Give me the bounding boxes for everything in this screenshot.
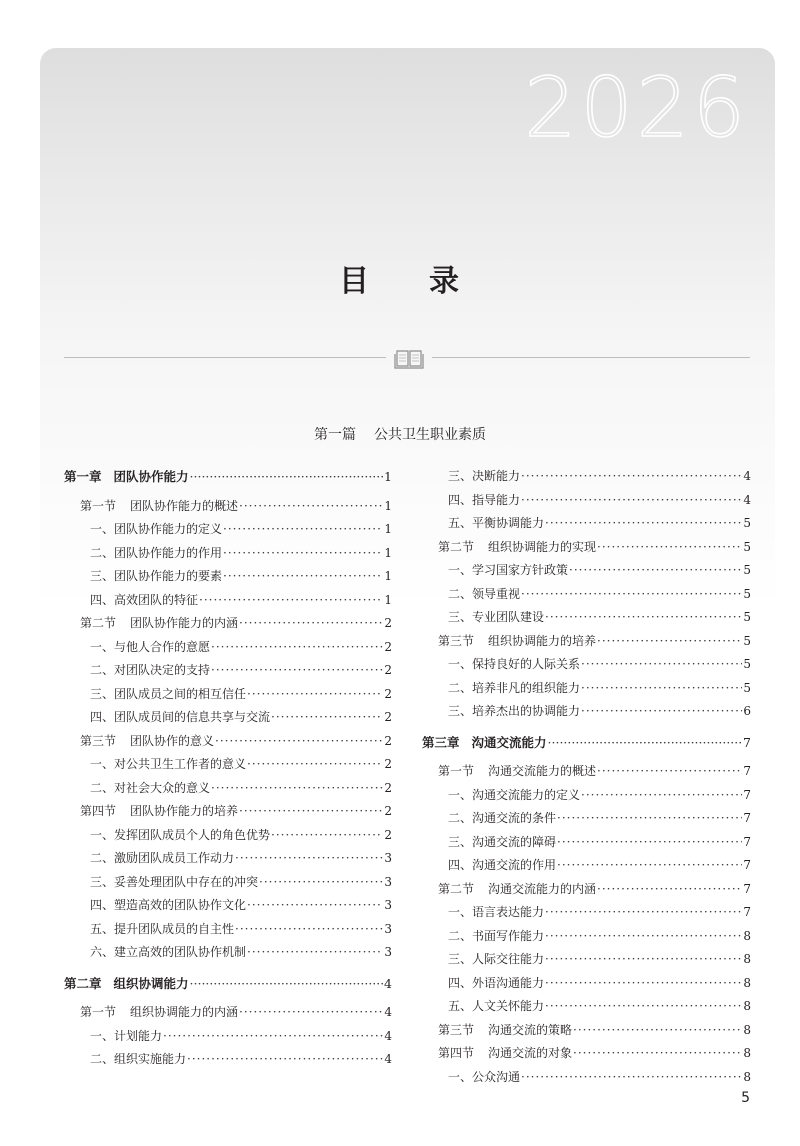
toc-leader-dots bbox=[259, 871, 383, 895]
toc-page-number: 7 bbox=[743, 787, 751, 802]
toc-entry-label: 第一节 bbox=[80, 498, 117, 513]
toc-entry-title: 一、团队协作能力的定义 bbox=[90, 522, 223, 536]
toc-entry-title: 四、指导能力 bbox=[448, 492, 521, 507]
toc-leader-dots bbox=[545, 901, 742, 925]
toc-page-number: 4 bbox=[743, 492, 751, 507]
toc-entry-title: 三、妥善处理团队中存在的冲突 bbox=[90, 874, 259, 889]
toc-leader-dots bbox=[223, 565, 383, 589]
toc-page-number: 5 bbox=[743, 516, 751, 530]
toc-item[interactable] bbox=[64, 706, 392, 730]
toc-item[interactable] bbox=[64, 753, 392, 777]
toc-item[interactable] bbox=[64, 518, 392, 542]
toc-item[interactable] bbox=[64, 1048, 392, 1072]
toc-item[interactable] bbox=[422, 854, 751, 878]
toc-entry-title: 团队协作能力的概述 bbox=[130, 498, 239, 513]
toc-page-number: 4 bbox=[384, 975, 392, 991]
toc-entry-title: 沟通交流能力的概述 bbox=[488, 764, 597, 778]
toc-item[interactable] bbox=[422, 606, 751, 630]
toc-entry-label: 第一节 bbox=[438, 764, 475, 778]
toc-page-number: 1 bbox=[384, 592, 392, 607]
toc-entry-title: 四、团队成员间的信息共享与交流 bbox=[90, 710, 271, 724]
toc-section[interactable] bbox=[422, 536, 751, 560]
toc-entry-title: 一、与他人合作的意愿 bbox=[90, 639, 211, 654]
toc-leader-dots bbox=[271, 706, 383, 730]
toc-section[interactable] bbox=[64, 495, 392, 519]
toc-leader-dots bbox=[581, 784, 742, 808]
toc-item[interactable] bbox=[64, 1025, 392, 1049]
toc-leader-dots bbox=[247, 753, 383, 777]
toc-page-number: 2 bbox=[384, 757, 392, 771]
toc-item[interactable] bbox=[422, 901, 751, 925]
toc-page-number: 3 bbox=[384, 874, 392, 889]
toc-leader-dots bbox=[239, 1001, 383, 1025]
toc-item[interactable] bbox=[422, 807, 751, 831]
toc-page-number: 8 bbox=[743, 1022, 751, 1037]
toc-entry-title: 一、沟通交流能力的定义 bbox=[448, 787, 581, 802]
toc-page-number: 7 bbox=[743, 764, 751, 778]
toc-leader-dots bbox=[223, 542, 383, 566]
toc-item[interactable] bbox=[422, 784, 751, 808]
year-label: 2026 bbox=[524, 61, 749, 156]
toc-column-right bbox=[422, 465, 751, 1089]
toc-section[interactable] bbox=[64, 1001, 392, 1025]
toc-leader-dots bbox=[211, 659, 383, 683]
toc-item[interactable] bbox=[422, 995, 751, 1019]
toc-leader-dots bbox=[581, 677, 742, 701]
toc-item[interactable] bbox=[422, 925, 751, 949]
toc-leader-dots bbox=[163, 1025, 383, 1049]
toc-page-number: 8 bbox=[743, 928, 751, 943]
toc-leader-dots bbox=[597, 536, 742, 560]
toc-page-number: 8 bbox=[743, 952, 751, 966]
toc-page-number: 5 bbox=[743, 680, 751, 695]
toc-page-number: 2 bbox=[384, 616, 392, 630]
toc-leader-dots bbox=[521, 1066, 742, 1090]
toc-item[interactable] bbox=[422, 677, 751, 701]
toc-page-number: 2 bbox=[384, 663, 392, 677]
toc-leader-dots bbox=[581, 653, 742, 677]
toc-page-number: 2 bbox=[384, 804, 392, 818]
toc-section[interactable] bbox=[64, 612, 392, 636]
toc-page-number: 2 bbox=[384, 733, 392, 748]
divider-right bbox=[432, 357, 750, 358]
toc-leader-dots bbox=[521, 465, 742, 489]
part-name: 公共卫生职业素质 bbox=[374, 427, 486, 443]
toc-leader-dots bbox=[557, 854, 742, 878]
toc-entry-title: 沟通交流能力的内涵 bbox=[488, 881, 597, 896]
toc-entry-title: 三、专业团队建设 bbox=[448, 610, 545, 624]
toc-page-number: 8 bbox=[743, 1069, 751, 1084]
title-char-2: 录 bbox=[429, 264, 461, 299]
toc-section[interactable] bbox=[422, 878, 751, 902]
toc-page-number: 4 bbox=[743, 469, 751, 483]
toc-item[interactable] bbox=[64, 894, 392, 918]
toc-entry-title: 二、书面写作能力 bbox=[448, 928, 545, 943]
toc-entry-label: 第二节 bbox=[438, 881, 475, 896]
toc-item[interactable] bbox=[64, 565, 392, 589]
toc-item[interactable] bbox=[422, 653, 751, 677]
toc-page-number: 3 bbox=[384, 898, 392, 912]
toc-entry-title: 四、外语沟通能力 bbox=[448, 975, 545, 990]
toc-entry-title: 团队协作能力的培养 bbox=[130, 804, 239, 818]
toc-entry-title: 组织协调能力的培养 bbox=[488, 633, 597, 648]
toc-entry-label: 第三节 bbox=[438, 633, 475, 648]
toc-item[interactable] bbox=[64, 777, 392, 801]
toc-entry-label: 第一章 bbox=[64, 469, 102, 484]
toc-chapter[interactable] bbox=[64, 465, 392, 489]
toc-item[interactable] bbox=[64, 871, 392, 895]
toc-section[interactable] bbox=[422, 1042, 751, 1066]
toc-leader-dots bbox=[239, 495, 383, 519]
title-char-1: 目 bbox=[339, 264, 371, 299]
toc-section[interactable] bbox=[64, 800, 392, 824]
toc-entry-title: 组织协调能力 bbox=[113, 975, 189, 991]
toc-page-number: 5 bbox=[743, 633, 751, 648]
toc-page-number: 7 bbox=[743, 734, 751, 750]
toc-entry-label: 第二章 bbox=[64, 975, 102, 991]
toc-page-number: 8 bbox=[743, 975, 751, 990]
toc-page-number: 7 bbox=[743, 905, 751, 919]
toc-item[interactable] bbox=[422, 559, 751, 583]
toc-entry-title: 二、沟通交流的条件 bbox=[448, 811, 557, 825]
toc-page-number: 5 bbox=[743, 563, 751, 577]
toc-entry-title: 一、学习国家方针政策 bbox=[448, 563, 569, 577]
toc-entry-title: 沟通交流能力 bbox=[471, 734, 547, 750]
toc-leader-dots bbox=[215, 730, 383, 754]
toc-leader-dots bbox=[573, 1042, 742, 1066]
toc-leader-dots bbox=[545, 606, 742, 630]
toc-item[interactable] bbox=[422, 1066, 751, 1090]
toc-leader-dots bbox=[190, 465, 384, 489]
toc-entry-title: 五、人文关怀能力 bbox=[448, 999, 545, 1013]
toc-page-number: 3 bbox=[384, 921, 392, 936]
toc-entry-title: 组织协调能力的实现 bbox=[488, 539, 597, 554]
toc-entry-title: 五、平衡协调能力 bbox=[448, 516, 545, 530]
toc-page-number: 2 bbox=[384, 710, 392, 724]
toc-entry-title: 沟通交流的策略 bbox=[488, 1022, 573, 1037]
toc-leader-dots bbox=[199, 589, 383, 613]
toc-leader-dots bbox=[573, 1019, 742, 1043]
toc-leader-dots bbox=[271, 824, 383, 848]
page-title bbox=[0, 256, 800, 300]
toc-entry-title: 二、组织实施能力 bbox=[90, 1052, 187, 1066]
toc-entry-label: 第三节 bbox=[438, 1022, 475, 1037]
toc-page-number: 1 bbox=[384, 498, 392, 513]
toc-page-number: 1 bbox=[384, 569, 392, 583]
toc-item[interactable] bbox=[422, 465, 751, 489]
toc-entry-title: 一、发挥团队成员个人的角色优势 bbox=[90, 827, 271, 842]
toc-leader-dots bbox=[235, 847, 383, 871]
toc-entry-title: 三、培养杰出的协调能力 bbox=[448, 704, 581, 718]
toc-entry-title: 三、团队协作能力的要素 bbox=[90, 569, 223, 583]
toc-entry-title: 四、沟通交流的作用 bbox=[448, 858, 557, 872]
toc-item[interactable] bbox=[64, 918, 392, 942]
toc-entry-title: 组织协调能力的内涵 bbox=[130, 1005, 239, 1019]
toc-entry-title: 六、建立高效的团队协作机制 bbox=[90, 945, 247, 959]
toc-section[interactable] bbox=[422, 630, 751, 654]
toc-leader-dots bbox=[211, 636, 383, 660]
toc-entry-title: 三、人际交往能力 bbox=[448, 952, 545, 966]
toc-entry-label: 第二节 bbox=[438, 539, 475, 554]
toc-leader-dots bbox=[239, 612, 383, 636]
toc-leader-dots bbox=[548, 731, 743, 755]
toc-leader-dots bbox=[521, 583, 742, 607]
toc-entry-title: 二、培养非凡的组织能力 bbox=[448, 680, 581, 695]
toc-item[interactable] bbox=[64, 589, 392, 613]
toc-entry-title: 一、语言表达能力 bbox=[448, 905, 545, 919]
toc-page-number: 1 bbox=[384, 522, 392, 536]
toc-page-number: 3 bbox=[384, 851, 392, 865]
toc-item[interactable] bbox=[422, 489, 751, 513]
toc-entry-label: 第三章 bbox=[422, 734, 460, 750]
toc-page-number: 3 bbox=[384, 945, 392, 959]
open-book-icon bbox=[393, 346, 425, 370]
toc-entry-title: 四、高效团队的特征 bbox=[90, 592, 199, 607]
toc-page-number: 5 bbox=[743, 657, 751, 671]
toc-leader-dots bbox=[581, 700, 742, 724]
toc-item[interactable] bbox=[422, 948, 751, 972]
toc-page-number: 7 bbox=[743, 834, 751, 849]
toc-leader-dots bbox=[597, 878, 742, 902]
page-number: 5 bbox=[741, 1090, 750, 1106]
toc-leader-dots bbox=[190, 972, 384, 996]
toc-leader-dots bbox=[545, 995, 742, 1019]
toc-leader-dots bbox=[597, 630, 742, 654]
toc-page-number: 4 bbox=[384, 1052, 392, 1066]
toc-leader-dots bbox=[597, 760, 742, 784]
toc-item[interactable] bbox=[64, 847, 392, 871]
toc-page-number: 8 bbox=[743, 999, 751, 1013]
toc-page-number: 5 bbox=[743, 586, 751, 601]
toc-entry-label: 第二节 bbox=[80, 616, 117, 630]
toc-leader-dots bbox=[211, 777, 383, 801]
toc-leader-dots bbox=[569, 559, 742, 583]
toc-entry-title: 二、领导重视 bbox=[448, 586, 521, 601]
divider-left bbox=[64, 357, 386, 358]
toc-entry-label: 第四节 bbox=[438, 1046, 475, 1060]
toc-entry-title: 二、对团队决定的支持 bbox=[90, 663, 211, 677]
toc-entry-title: 一、对公共卫生工作者的意义 bbox=[90, 757, 247, 771]
toc-page-number: 7 bbox=[743, 811, 751, 825]
toc-page-number: 1 bbox=[384, 469, 392, 484]
toc-item[interactable] bbox=[64, 941, 392, 965]
toc-entry-title: 二、团队协作能力的作用 bbox=[90, 545, 223, 560]
toc-section[interactable] bbox=[422, 760, 751, 784]
toc-entry-label: 第三节 bbox=[80, 733, 117, 748]
toc-item[interactable] bbox=[64, 824, 392, 848]
toc-leader-dots bbox=[187, 1048, 383, 1072]
toc-page-number: 2 bbox=[384, 780, 392, 795]
part-title bbox=[0, 424, 800, 444]
toc-leader-dots bbox=[247, 683, 383, 707]
toc-entry-title: 二、激励团队成员工作动力 bbox=[90, 851, 235, 865]
toc-item[interactable] bbox=[422, 512, 751, 536]
toc-entry-title: 一、公众沟通 bbox=[448, 1069, 521, 1084]
toc-leader-dots bbox=[223, 518, 383, 542]
toc-item[interactable] bbox=[422, 972, 751, 996]
toc-page-number: 8 bbox=[743, 1046, 751, 1060]
toc-leader-dots bbox=[545, 972, 742, 996]
toc-column-left bbox=[64, 465, 392, 1072]
toc-entry-title: 三、决断能力 bbox=[448, 469, 521, 483]
toc-item[interactable] bbox=[422, 583, 751, 607]
toc-page-number: 4 bbox=[384, 1005, 392, 1019]
toc-page-number: 5 bbox=[743, 539, 751, 554]
toc-page-number: 2 bbox=[384, 827, 392, 842]
toc-entry-title: 二、对社会大众的意义 bbox=[90, 780, 211, 795]
toc-page-number: 7 bbox=[743, 858, 751, 872]
toc-chapter[interactable] bbox=[422, 731, 751, 755]
toc-page-number: 7 bbox=[743, 881, 751, 896]
toc-item[interactable] bbox=[64, 683, 392, 707]
toc-page-number: 2 bbox=[384, 639, 392, 654]
toc-entry-title: 三、沟通交流的障碍 bbox=[448, 834, 557, 849]
toc-entry-title: 三、团队成员之间的相互信任 bbox=[90, 686, 247, 701]
toc-chapter[interactable] bbox=[64, 972, 392, 996]
toc-page-number: 2 bbox=[384, 686, 392, 701]
toc-entry-title: 一、保持良好的人际关系 bbox=[448, 657, 581, 671]
toc-entry-title: 沟通交流的对象 bbox=[488, 1046, 573, 1060]
toc-page-number: 5 bbox=[743, 610, 751, 624]
toc-entry-title: 一、计划能力 bbox=[90, 1028, 163, 1043]
toc-leader-dots bbox=[239, 800, 383, 824]
toc-leader-dots bbox=[557, 807, 742, 831]
toc-entry-title: 四、塑造高效的团队协作文化 bbox=[90, 898, 247, 912]
toc-item[interactable] bbox=[422, 700, 751, 724]
toc-item[interactable] bbox=[64, 659, 392, 683]
toc-entry-title: 团队协作能力的内涵 bbox=[130, 616, 239, 630]
toc-item[interactable] bbox=[64, 542, 392, 566]
toc-leader-dots bbox=[521, 489, 742, 513]
toc-page-number: 6 bbox=[743, 704, 751, 718]
toc-leader-dots bbox=[545, 948, 742, 972]
toc-entry-title: 五、提升团队成员的自主性 bbox=[90, 921, 235, 936]
toc-page-number: 1 bbox=[384, 545, 392, 560]
toc-item[interactable] bbox=[64, 636, 392, 660]
toc-leader-dots bbox=[235, 918, 383, 942]
toc-page-number: 4 bbox=[384, 1028, 392, 1043]
toc-entry-label: 第四节 bbox=[80, 804, 117, 818]
toc-section[interactable] bbox=[64, 730, 392, 754]
part-label: 第一篇 bbox=[314, 427, 356, 443]
toc-leader-dots bbox=[545, 925, 742, 949]
toc-item[interactable] bbox=[422, 831, 751, 855]
toc-leader-dots bbox=[247, 941, 383, 965]
toc-entry-title: 团队协作的意义 bbox=[130, 733, 215, 748]
toc-leader-dots bbox=[557, 831, 742, 855]
toc-section[interactable] bbox=[422, 1019, 751, 1043]
toc-entry-title: 团队协作能力 bbox=[113, 469, 189, 484]
toc-leader-dots bbox=[545, 512, 742, 536]
toc-entry-label: 第一节 bbox=[80, 1005, 117, 1019]
toc-leader-dots bbox=[247, 894, 383, 918]
